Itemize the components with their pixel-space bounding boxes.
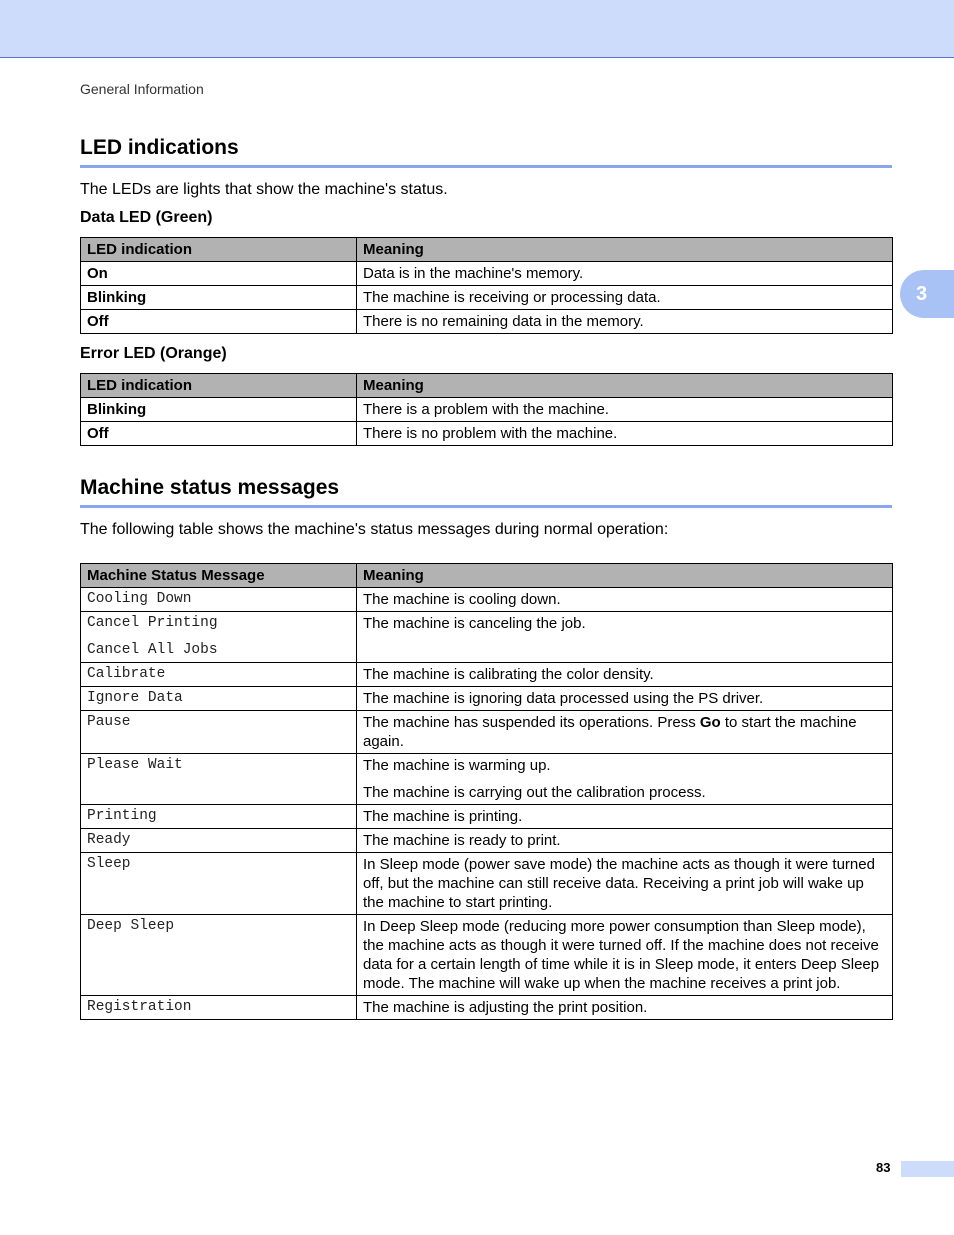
table-row [81, 829, 893, 853]
meaning-cell [357, 687, 893, 711]
status-message: Printing [87, 808, 157, 824]
meaning-cell [357, 805, 893, 829]
status-intro-text: The following table shows the machine's status messages during normal operation: [80, 521, 669, 538]
status-message: Pause [87, 714, 131, 730]
meaning-text: The machine is adjusting the print position. [363, 999, 648, 1016]
status-message-cell [81, 915, 357, 996]
led-state-cell: Blinking [81, 286, 357, 310]
status-message-cell [81, 687, 357, 711]
status-message: Registration [87, 999, 192, 1015]
led-state-cell: On [81, 262, 357, 286]
status-message: Sleep [87, 856, 131, 872]
error-led-table [80, 373, 893, 446]
meaning-cell: There is a problem with the machine. [357, 398, 893, 422]
meaning-cell [357, 754, 893, 805]
status-message: Cooling Down [87, 591, 192, 607]
meaning-cell: There is no remaining data in the memory. [357, 310, 893, 334]
status-message-cell [81, 711, 357, 754]
table-row [81, 711, 893, 754]
column-header: LED indication [81, 238, 357, 262]
meaning-cell [357, 996, 893, 1020]
table-row [81, 754, 893, 805]
status-message-cell [81, 612, 357, 663]
status-message-cell [81, 829, 357, 853]
meaning-cell: There is no problem with the machine. [357, 422, 893, 446]
page-number: 83 [876, 1160, 891, 1175]
table-row [81, 398, 893, 422]
meaning-cell [357, 588, 893, 612]
meaning-text: The machine is calibrating the color density. [363, 666, 654, 683]
table-row [81, 853, 893, 915]
go-key-label: Go [699, 714, 721, 731]
data-led-subheading: Data LED (Green) [80, 209, 213, 226]
meaning-cell: The machine is receiving or processing data. [357, 286, 893, 310]
status-message-cell [81, 754, 357, 805]
status-message: Calibrate [87, 666, 166, 682]
status-message-cell [81, 663, 357, 687]
meaning-text [363, 713, 886, 751]
status-message: Deep Sleep [87, 918, 175, 934]
table-row [81, 422, 893, 446]
meaning-text: The machine is carrying out the calibration process. [363, 784, 706, 801]
table-row [81, 663, 893, 687]
status-message: Ignore Data [87, 690, 183, 706]
table-row [81, 915, 893, 996]
table-header-row [81, 564, 893, 588]
status-message-cell [81, 996, 357, 1020]
table-row [81, 310, 893, 334]
status-message-cell [81, 853, 357, 915]
led-state-cell: Off [81, 422, 357, 446]
table-row [81, 612, 893, 663]
meaning-text: In Sleep mode (power save mode) the machine acts as though it were turned off, but the machine can still receive data. Receiving a print job will wake up the machine to start printing. [363, 856, 875, 911]
meaning-cell [357, 711, 893, 754]
led-state-cell: Off [81, 310, 357, 334]
meaning-text: The machine is printing. [363, 808, 523, 825]
meaning-text: The machine is ready to print. [363, 832, 561, 849]
error-led-subheading: Error LED (Orange) [80, 345, 227, 362]
page-number-tab [901, 1161, 954, 1177]
table-header-row [81, 374, 893, 398]
data-led-table [80, 237, 893, 334]
status-message-cell [81, 588, 357, 612]
meaning-text-part: The machine has suspended its operations. Press [363, 714, 700, 731]
status-message: Cancel Printing [87, 615, 218, 631]
header-band [0, 0, 954, 58]
status-message-cell [81, 805, 357, 829]
status-message: Cancel All Jobs [87, 642, 218, 658]
table-row [81, 286, 893, 310]
table-row [81, 805, 893, 829]
meaning-cell [357, 853, 893, 915]
led-state-cell: Blinking [81, 398, 357, 422]
table-row [81, 687, 893, 711]
meaning-cell [357, 915, 893, 996]
table-header-row [81, 238, 893, 262]
column-header: Meaning [357, 564, 893, 588]
meaning-cell [357, 612, 893, 663]
meaning-cell [357, 829, 893, 853]
status-message: Ready [87, 832, 131, 848]
meaning-cell: Data is in the machine's memory. [357, 262, 893, 286]
led-intro-text: The LEDs are lights that show the machine's status. [80, 181, 448, 198]
breadcrumb: General Information [80, 81, 204, 97]
meaning-text-part: to start the machine again. [363, 714, 857, 750]
machine-status-table [80, 563, 893, 1020]
column-header: Machine Status Message [81, 564, 357, 588]
meaning-text: The machine is ignoring data processed using the PS driver. [363, 690, 764, 707]
meaning-text: The machine is cooling down. [363, 591, 561, 608]
column-header: Meaning [357, 238, 893, 262]
machine-status-heading: Machine status messages [80, 476, 892, 508]
column-header: Meaning [357, 374, 893, 398]
meaning-text: The machine is warming up. [363, 757, 551, 774]
column-header: LED indication [81, 374, 357, 398]
meaning-cell [357, 663, 893, 687]
status-message: Please Wait [87, 757, 183, 773]
chapter-tab[interactable]: 3 [900, 270, 954, 318]
table-row [81, 262, 893, 286]
meaning-text: In Deep Sleep mode (reducing more power consumption than Sleep mode), the machine acts as though it were turned off. If the machine does not receive data for a certain length of time while it is in Sleep mode, it enters Deep Sleep mode. The machine will wake up when the machine receives a print job. [363, 918, 880, 992]
led-indications-heading: LED indications [80, 136, 892, 168]
table-row [81, 588, 893, 612]
meaning-text: The machine is canceling the job. [363, 615, 586, 632]
table-row [81, 996, 893, 1020]
